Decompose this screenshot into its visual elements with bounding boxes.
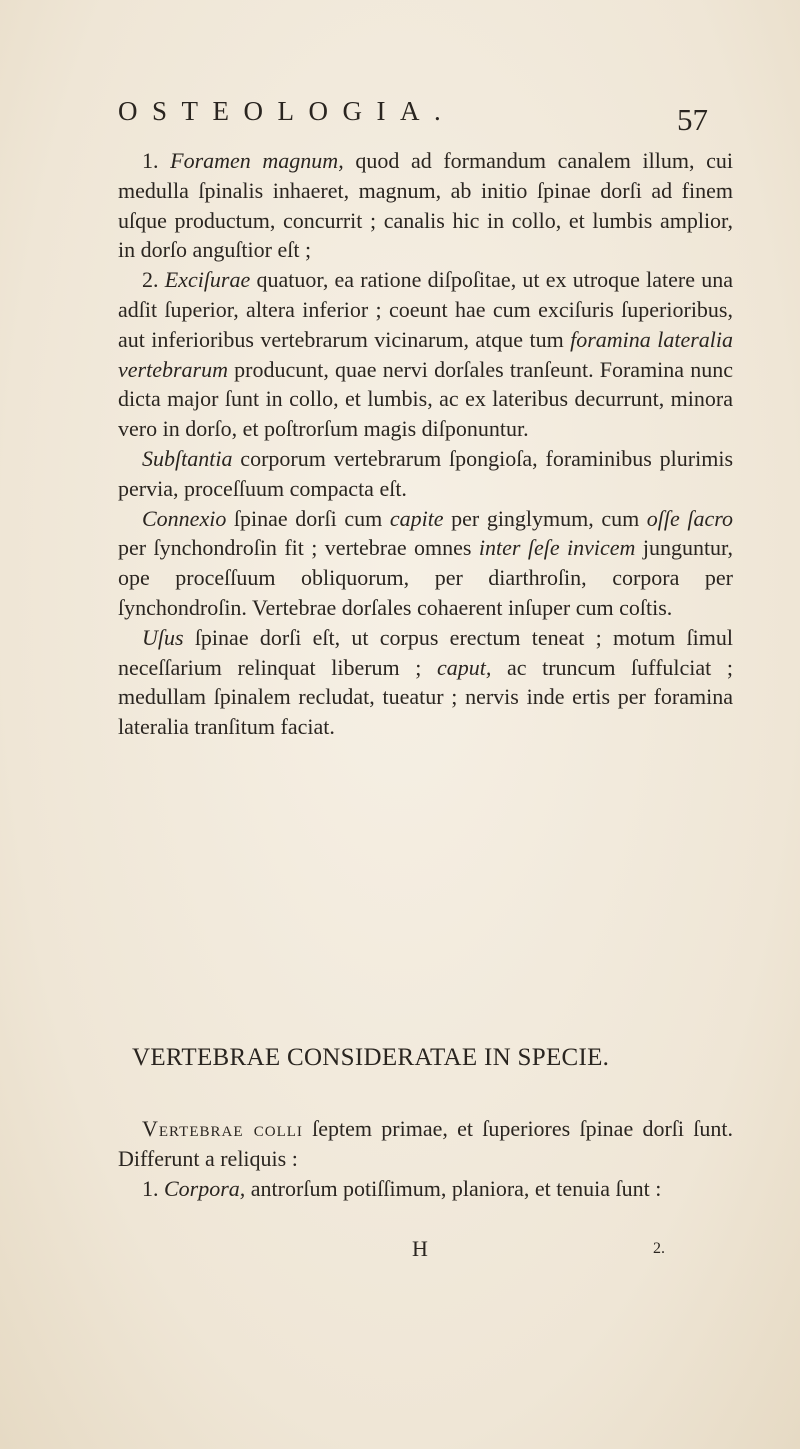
term: oſſe ſacro: [646, 505, 733, 531]
paragraph-text: quatuor, ea ratione diſpoſitae, ut ex utroque latere una adſit ſuperior, altera inferior ; coeunt hae cum exciſuris ſuperioribus, aut inferioribus vertebrarum vicinarum, atque tum: [118, 267, 734, 352]
term: Uſus: [142, 624, 184, 650]
item-number: 2.: [142, 267, 165, 293]
signature-mark: H: [412, 1236, 428, 1261]
paragraph-excisurae: [118, 265, 733, 444]
paragraph-text: corporum vertebrarum ſpongioſa, foraminibus plurimis pervia, proceſſuum compacta eſt.: [118, 445, 733, 501]
term: Subſtantia: [142, 445, 233, 471]
paragraph-foramen: [118, 146, 733, 265]
term: Connexio: [142, 505, 227, 531]
lead-words: Vertebrae colli: [142, 1116, 303, 1141]
term: capite: [389, 505, 444, 531]
section-heading: VERTEBRAE CONSIDERATAE IN SPECIE.: [132, 1044, 610, 1071]
paragraph-text: ac truncum ſuffulciat ; medullam ſpinalem recludat, tueatur ; nervis inde ertis per foramina lateralia tranſitum faciat.: [118, 654, 733, 740]
paragraph-text: ſpinae dorſi eſt, ut corpus erectum teneat ; motum ſimul neceſſarium relinquat liberum ;: [118, 624, 733, 680]
paragraph-substantia: [118, 444, 733, 504]
term: Exciſurae: [164, 267, 251, 293]
paragraph-text: quod ad formandum canalem illum, cui medulla ſpinalis inhaeret, magnum, ab initio ſpinae dorſi ad finem uſque productum, concurrit ; canalis hic in collo, et lumbis amplior, in dorſo anguſtior eſt ;: [118, 148, 734, 263]
term: inter ſeſe invicem: [478, 535, 636, 561]
item-number: 1.: [142, 1175, 164, 1201]
term: Corpora,: [164, 1175, 246, 1201]
page-number: 57: [677, 102, 708, 137]
section-text: [118, 1114, 733, 1203]
paragraph-text: ſpinae dorſi cum: [226, 505, 390, 531]
term: foramina lateralia vertebrarum: [118, 326, 733, 382]
paragraph-corpora: [118, 1174, 733, 1204]
term: caput,: [436, 654, 492, 680]
paragraph-vertebrae-colli: [118, 1114, 733, 1174]
main-text: [118, 146, 733, 742]
paragraph-text: producunt, quae nervi dorſales tranſeunt. Foramina nunc dicta major ſunt in collo, et lumbis, ac ex lateribus decurrunt, minora vero in dorſo, et poſtrorſum magis diſponuntur.: [118, 356, 733, 442]
paragraph-usus: [118, 623, 733, 742]
paragraph-text: antrorſum potiſſimum, planiora, et tenuia ſunt :: [245, 1175, 662, 1201]
item-number: 1.: [142, 148, 171, 173]
paragraph-text: per ginglymum, cum: [443, 505, 647, 531]
term: Foramen magnum,: [170, 148, 344, 173]
running-title: OSTEOLOGIA.: [118, 96, 456, 126]
paragraph-text: ſeptem primae, et ſuperiores ſpinae dorſi ſunt. Differunt a reliquis :: [118, 1116, 733, 1171]
paragraph-text: per ſynchondroſin fit ; vertebrae omnes: [118, 535, 479, 561]
paragraph-connexio: [118, 504, 733, 623]
paragraph-text: junguntur, ope proceſſuum obliquorum, per diarthroſin, corpora per ſynchondroſin. Vertebrae dorſales cohaerent inſuper cum coſtis.: [118, 535, 733, 620]
catchword: 2.: [653, 1240, 665, 1257]
page-header: [118, 96, 728, 146]
